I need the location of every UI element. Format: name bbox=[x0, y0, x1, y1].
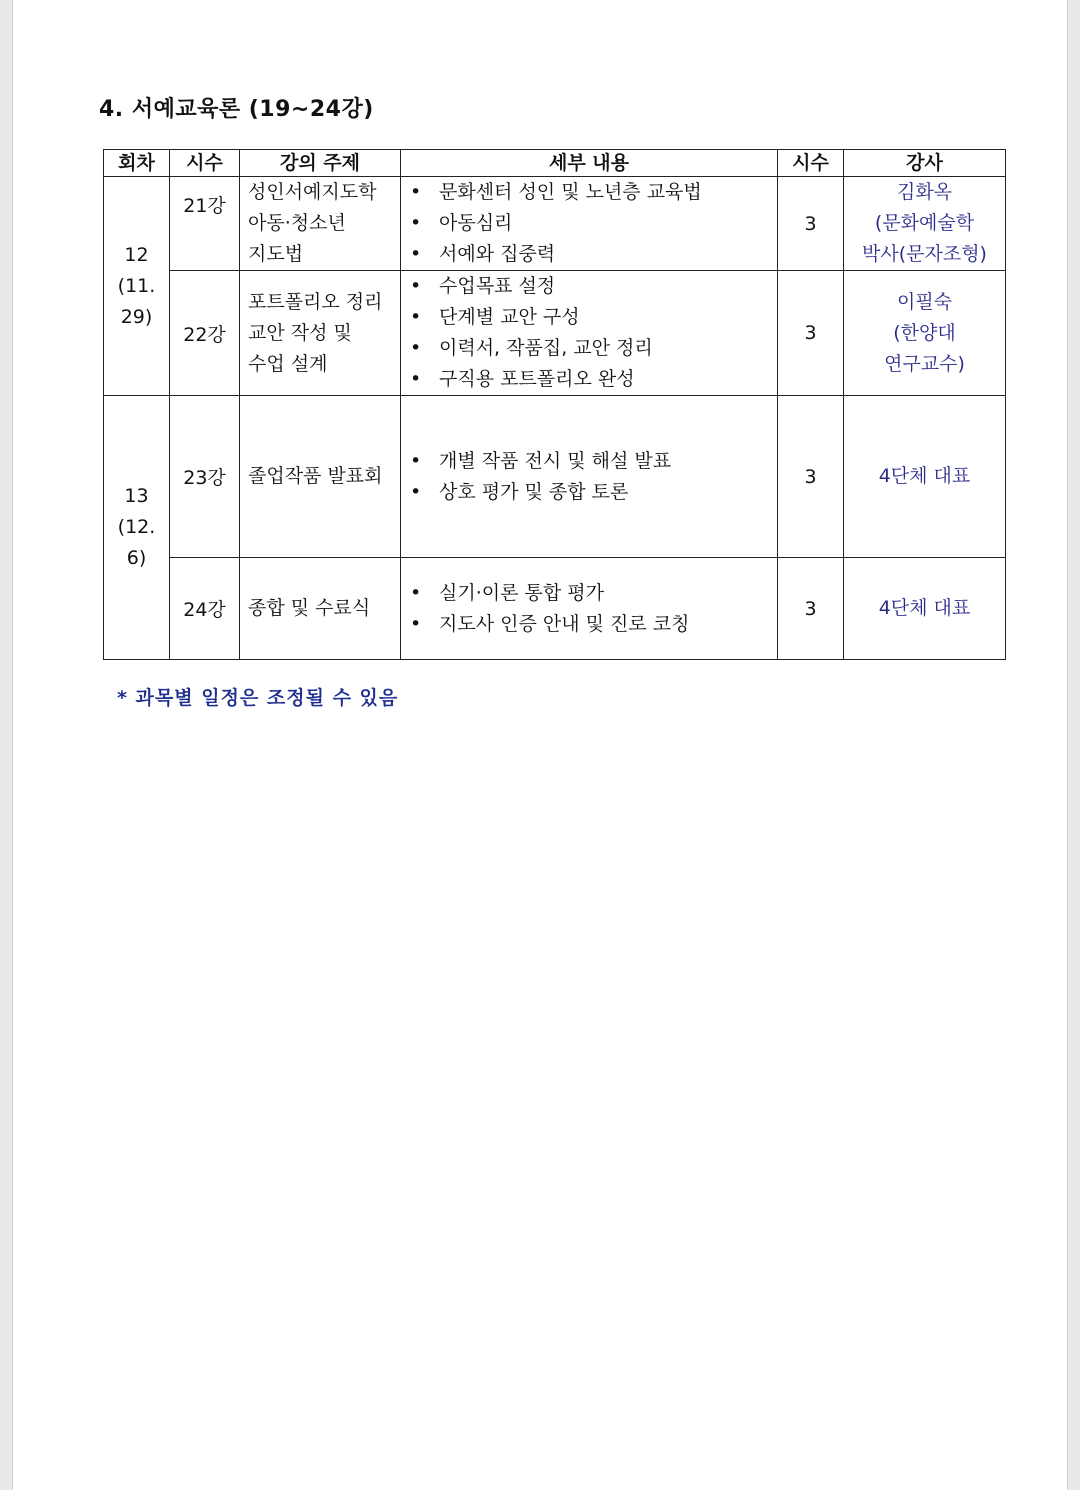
detail-item: • 실기·이론 통합 평가 bbox=[401, 578, 777, 609]
instructor-line: 4단체 대표 bbox=[878, 465, 971, 487]
lecture-cell: 24강 bbox=[170, 558, 240, 660]
details-cell bbox=[401, 396, 778, 558]
header-session: 회차 bbox=[104, 150, 170, 177]
topic-line: 성인서예지도학 bbox=[248, 181, 377, 203]
document-page bbox=[12, 0, 1068, 1490]
instructor-line: (문화예술학 bbox=[874, 212, 975, 234]
instructor-cell bbox=[844, 177, 1006, 271]
topic-line: 교안 작성 및 bbox=[248, 321, 352, 344]
instructor-cell bbox=[844, 558, 1006, 660]
details-cell bbox=[401, 271, 778, 396]
table-row bbox=[104, 177, 1006, 271]
hours-cell: 3 bbox=[778, 396, 844, 558]
session-cell bbox=[104, 396, 170, 660]
session-number: 12 bbox=[124, 243, 149, 266]
detail-item: • 이력서, 작품집, 교안 정리 bbox=[401, 333, 777, 364]
detail-item: • 수업목표 설정 bbox=[401, 271, 777, 302]
header-instructor: 강사 bbox=[844, 150, 1006, 177]
detail-item: • 문화센터 성인 및 노년층 교육법 bbox=[401, 177, 777, 208]
hours-cell: 3 bbox=[778, 558, 844, 660]
table-row bbox=[104, 271, 1006, 396]
detail-item: • 지도사 인증 안내 및 진로 코칭 bbox=[401, 609, 777, 640]
instructor-line: 박사(문자조형) bbox=[862, 243, 987, 265]
session-cell bbox=[104, 177, 170, 396]
instructor-line: 4단체 대표 bbox=[878, 597, 971, 619]
instructor-line: 이필숙 bbox=[896, 290, 953, 313]
instructor-line: 김화옥 bbox=[896, 181, 953, 203]
topic-line: 종합 및 수료식 bbox=[248, 597, 371, 619]
topic-line: 지도법 bbox=[248, 243, 304, 265]
topic-line: 졸업작품 발표회 bbox=[248, 465, 383, 487]
table-row bbox=[104, 396, 1006, 558]
detail-item: • 아동심리 bbox=[401, 208, 777, 239]
lecture-cell: 22강 bbox=[170, 271, 240, 396]
detail-item: • 서예와 집중력 bbox=[401, 239, 777, 270]
hours-cell: 3 bbox=[778, 271, 844, 396]
section-title: 4. 서예교육론 (19~24강) bbox=[99, 97, 374, 122]
instructor-line: 연구교수) bbox=[884, 352, 965, 375]
detail-item: • 개별 작품 전시 및 해설 발표 bbox=[401, 446, 777, 477]
hours-cell: 3 bbox=[778, 177, 844, 271]
topic-line: 수업 설계 bbox=[248, 352, 328, 375]
header-hours: 시수 bbox=[778, 150, 844, 177]
header-topic: 강의 주제 bbox=[240, 150, 401, 177]
instructor-line: (한양대 bbox=[893, 321, 956, 344]
session-date: 6) bbox=[126, 547, 147, 569]
header-details: 세부 내용 bbox=[401, 150, 778, 177]
schedule-table bbox=[103, 149, 1006, 660]
topic-line: 포트폴리오 정리 bbox=[248, 290, 383, 313]
schedule-note: * 과목별 일정은 조정될 수 있음 bbox=[117, 687, 399, 709]
topic-cell bbox=[240, 271, 401, 396]
session-date: 29) bbox=[120, 305, 153, 328]
details-cell bbox=[401, 558, 778, 660]
instructor-cell bbox=[844, 271, 1006, 396]
topic-cell bbox=[240, 396, 401, 558]
lecture-cell: 23강 bbox=[170, 396, 240, 558]
session-date: (11. bbox=[117, 274, 156, 297]
topic-line: 아동·청소년 bbox=[248, 212, 346, 234]
session-date: (12. bbox=[117, 516, 156, 538]
table-row bbox=[104, 558, 1006, 660]
instructor-cell bbox=[844, 396, 1006, 558]
details-cell bbox=[401, 177, 778, 271]
topic-cell bbox=[240, 558, 401, 660]
table-header-row bbox=[104, 150, 1006, 177]
detail-item: • 상호 평가 및 종합 토론 bbox=[401, 477, 777, 508]
detail-item: • 구직용 포트폴리오 완성 bbox=[401, 364, 777, 395]
detail-item: • 단계별 교안 구성 bbox=[401, 302, 777, 333]
topic-cell bbox=[240, 177, 401, 271]
lecture-cell: 21강 bbox=[170, 177, 240, 271]
header-lecture: 시수 bbox=[170, 150, 240, 177]
session-number: 13 bbox=[124, 485, 149, 507]
